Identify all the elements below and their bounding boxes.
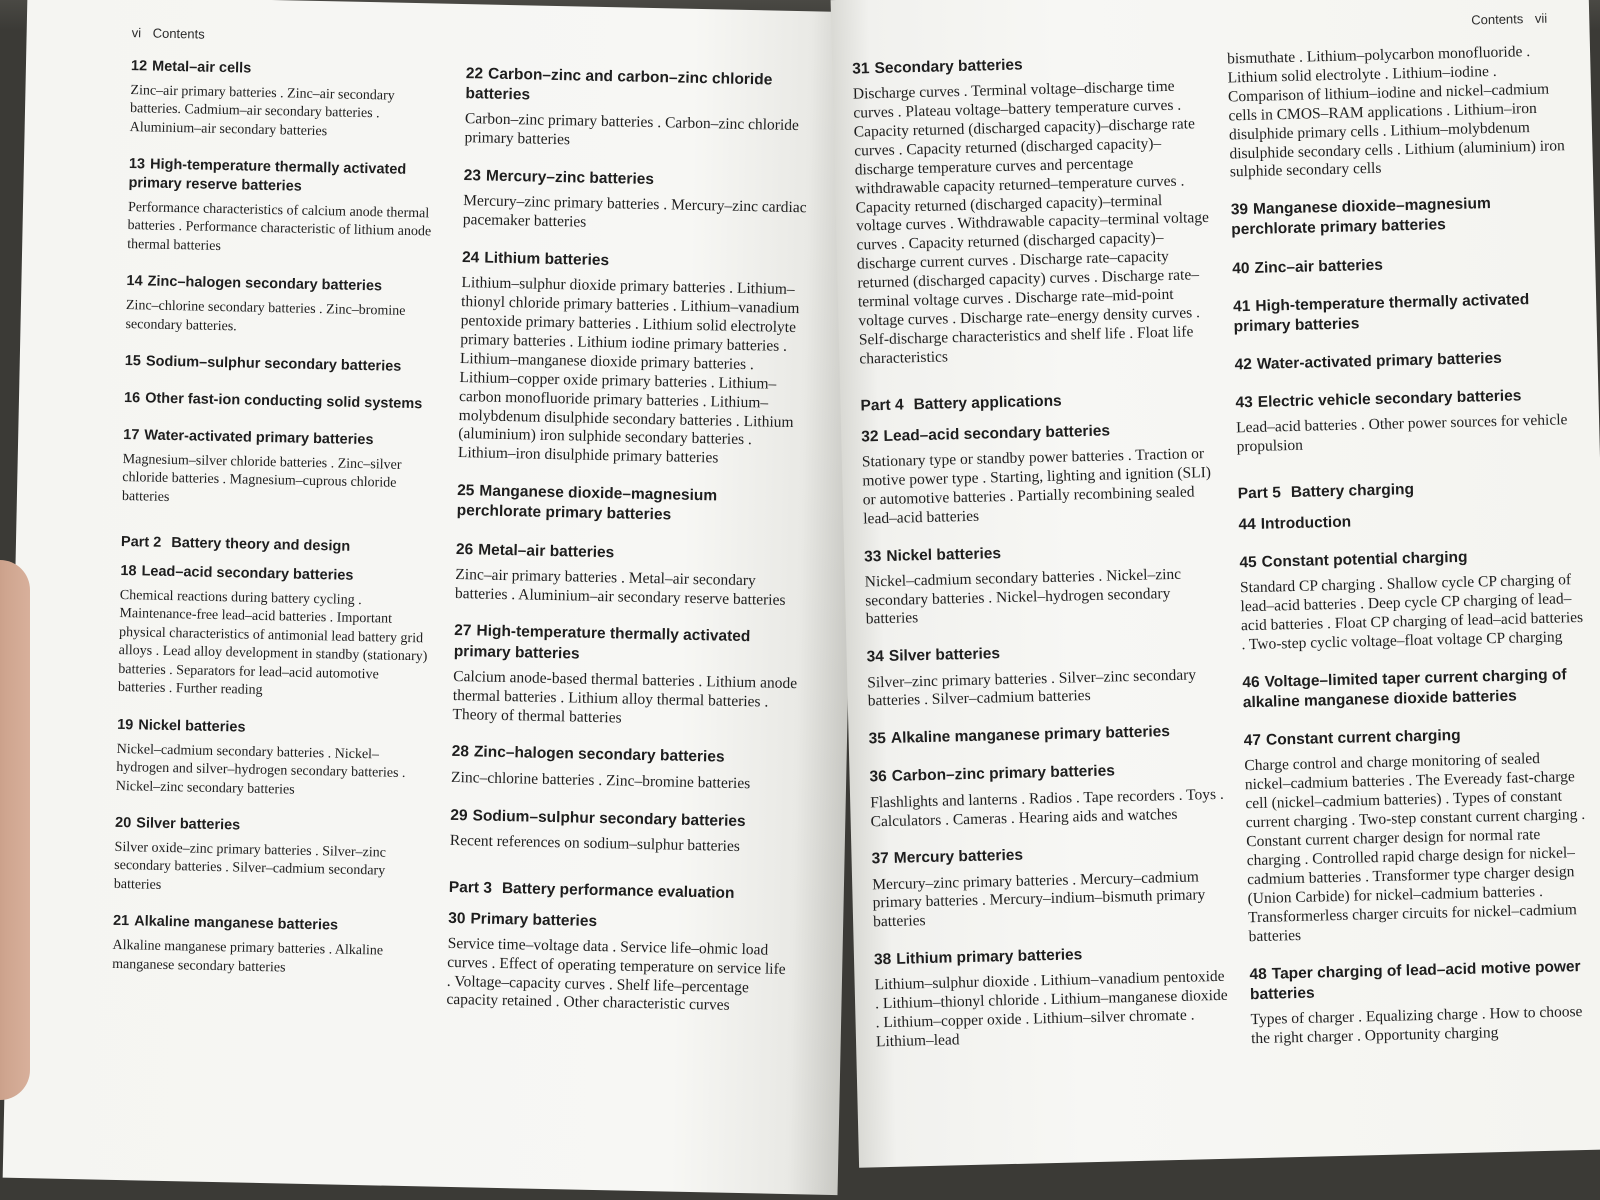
toc-entry [116,716,428,803]
chapter-heading [120,562,430,587]
toc-entry [455,540,801,611]
chapter-number: 33 [863,547,882,565]
chapter-number: 25 [456,482,475,500]
toc-entry [1234,347,1579,376]
chapter-heading [1232,251,1577,280]
chapter-heading [852,51,1207,80]
chapter-heading [464,166,809,193]
chapter-number: 30 [448,909,466,927]
toc-entry [463,166,809,237]
chapter-topics: Nickel–cadmium secondary batteries . Nickel–zinc secondary batteries . Nickel–hydrogen secondary batteries [864,565,1182,628]
chapter-heading [126,272,436,297]
chapter-heading [1231,192,1577,241]
chapter-title: Carbon–zinc and carbon–zinc chloride batteries [465,65,773,104]
chapter-title: Water-activated primary batteries [144,427,374,449]
chapter-heading [117,716,427,741]
toc-entry [125,272,436,340]
chapter-topics: Silver oxide–zinc primary batteries . Silver–zinc secondary batteries . Silver–cadmium secondary batteries [113,839,387,893]
chapter-heading [1242,665,1588,714]
toc-entry [125,352,435,377]
chapter-topics: Types of charger . Equalizing charge . How to choose the right charger . Opportunity charging [1250,1002,1583,1047]
toc-entry [457,481,803,528]
part-heading [860,389,1215,416]
chapter-number: 45 [1239,554,1257,572]
chapter-title: Secondary batteries [874,56,1023,78]
chapter-title: Lead–acid secondary batteries [141,563,354,584]
chapter-title: Metal–air cells [151,58,252,77]
toc-entry [864,538,1221,630]
chapter-title: Lead–acid secondary batteries [883,422,1111,445]
chapter-number: 18 [120,563,137,580]
left-page-header [132,25,205,42]
chapter-topics: bismuthate . Lithium–polycarbon monofluoride . Lithium solid electrolyte . Lithium–iodine . Comparison of lithium–iodine and nickel–cadmium cells in CMOS–RAM applications . Lithium–iron disulphide primary cells . Lithium–molybdenum disulphide secondary cells . Lithium (aluminium) iron sulphide secondary cells [1226,43,1565,181]
chapter-heading [115,814,425,839]
chapter-heading [454,621,800,668]
chapter-title: Electric vehicle secondary batteries [1257,387,1522,412]
chapter-number: 14 [126,273,143,290]
chapter-heading [128,155,439,199]
chapter-topics: Zinc–air primary batteries . Metal–air secondary batteries . Aluminium–air secondary reserve batteries [454,565,786,609]
thumb [0,560,30,1100]
chapter-title: Metal–air batteries [477,540,615,561]
toc-entry [1232,251,1577,280]
chapter-topics: Silver–zinc primary batteries . Silver–zinc secondary batteries . Silver–cadmium batteries [867,665,1197,710]
chapter-title: Silver batteries [888,645,1001,666]
chapter-number: 42 [1234,356,1253,374]
part-label: Part 5 [1237,484,1282,503]
chapter-number: 47 [1243,732,1262,750]
chapter-topics: Stationary type or standby power batteries . Traction or motive power type . Starting, lighting and ignition (SLI) or automotive batteries . Partially recombining sealed lead–acid batteries [861,445,1212,528]
chapter-heading [124,389,434,414]
right-page [831,0,1600,1168]
chapter-title: Nickel batteries [886,544,1002,565]
chapter-number: 48 [1249,965,1267,983]
chapter-title: Manganese dioxide–magnesium perchlorate primary batteries [1231,195,1491,239]
toc-entry [852,51,1214,369]
toc-entry [464,64,811,155]
page-number: vii [1534,10,1548,26]
chapter-title: Voltage–limited taper current charging of alkaline manganese dioxide batteries [1242,666,1567,712]
chapter-number: 34 [866,648,885,666]
chapter-title: Zinc–halogen secondary batteries [473,743,725,767]
chapter-topics: Mercury–zinc primary batteries . Mercury–cadmium primary batteries . Mercury–indium–bismuth primary batteries [871,867,1206,931]
chapter-title: Carbon–zinc primary batteries [891,762,1116,786]
chapter-number: 36 [869,768,888,786]
chapter-topics: Discharge curves . Terminal voltage–discharge time curves . Plateau voltage–battery temperature curves . Capacity returned (discharged capacity)–discharge rate curves . Capacity returned (discharged capacity)–discharge temperature curves and percentage withdrawable capacity returned–temperature curves . Capacity returned (discharged capacity)–terminal voltage curves . Withdrawable capacity–terminal voltage curves . Capacity returned (discharged capacity)–discharge current curves . Discharge rate–capacity returned (discharged capacity) curves . Discharge rate–terminal voltage curves . Discharge rate–mid-point voltage curves . Discharge rate–energy density curves . Self-discharge characteristics and shelf life . Float life characteristics [852,77,1210,368]
toc-column [1227,42,1597,1067]
chapter-title: Silver batteries [136,815,241,834]
chapter-heading [462,248,807,275]
chapter-number: 39 [1230,201,1249,219]
toc-entry [450,805,796,857]
toc-entry [1231,192,1577,241]
chapter-heading [861,419,1216,448]
chapter-topics: Charge control and charge monitoring of sealed nickel–cadmium batteries . The Eveready fast-charge cell (nickel–cadmium batteries) . Types of constant current charging . Two-step constant current charging . Constant current charger design for normal rate charging . Controlled rapid charge design for nickel–cadmium batteries . Transformer type charger design (Union Carbide) for nickel–cadmium batteries . Transformerless charger circuits for nickel–cadmium batteries [1244,750,1586,945]
chapter-heading [448,908,793,935]
chapter-heading [465,64,811,111]
chapter-number: 31 [852,60,870,78]
chapter-number: 13 [128,156,146,173]
running-title: Contents [152,25,205,42]
chapter-title: Zinc–air batteries [1254,256,1384,277]
chapter-title: Taper charging of lead–acid motive power batteries [1249,957,1581,1003]
toc-column [852,51,1232,1070]
part-name: Battery performance evaluation [501,879,735,902]
chapter-heading [869,759,1224,788]
left-page [3,0,863,1195]
chapter-title: High-temperature thermally activated primary batteries [453,622,751,663]
chapter-topics: Nickel–cadmium secondary batteries . Nickel–hydrogen and silver–hydrogen secondary batteries . Nickel–zinc secondary batteries [115,741,406,798]
part-label: Part 4 [860,396,904,415]
toc-entry [446,908,793,1017]
chapter-heading [451,742,796,769]
chapter-number: 43 [1235,394,1254,412]
chapter-number: 37 [871,850,890,868]
toc-column [112,57,442,998]
chapter-title: Constant potential charging [1261,549,1468,572]
chapter-number: 23 [463,167,482,185]
toc-entry [1244,723,1594,947]
toc-entry [1233,289,1579,338]
chapter-title: Zinc–halogen secondary batteries [147,273,383,295]
toc-entry [1242,665,1588,714]
toc-entry [451,742,797,794]
part-name: Battery theory and design [171,535,351,555]
toc-entry [866,639,1222,712]
chapter-title: Sodium–sulphur secondary batteries [145,353,402,375]
page-number: vi [131,25,142,41]
chapter-topics: Standard CP charging . Shallow cycle CP charging of lead–acid batteries . Deep cycle CP charging of lead–acid batteries . Float CP charging of lead–acid batteries . Two-step cyclic voltage–float voltage CP charging [1239,571,1584,654]
chapter-topics: Lithium–sulphur dioxide primary batteries . Lithium–thionyl chloride primary batteries . Lithium–vanadium pentoxide primary batteries . Lithium solid electrolyte primary batteries . Lithium iodine primary batteries . Lithium–manganese dioxide primary batteries . Lithium–copper oxide primary batteries . Lithium–carbon monofluoride primary batteries . Lithium–molybdenum disulphide secondary batteries . Lithium (aluminium) iron sulphide secondary batteries . Lithium–iron disulphide primary batteries [457,274,800,467]
toc-entry [452,621,799,731]
toc-entry [122,426,434,513]
chapter-number: 16 [123,389,141,407]
chapter-heading [1244,723,1589,752]
chapter-number: 15 [124,353,142,370]
chapter-title: Lithium primary batteries [896,946,1083,969]
chapter-topics: Alkaline manganese primary batteries . Alkaline manganese secondary batteries [112,937,384,976]
chapter-title: Mercury–zinc batteries [485,167,655,189]
chapter-title: High-temperature thermally activated primary reserve batteries [128,156,407,195]
chapter-title: Alkaline manganese batteries [134,913,339,934]
toc-entry [868,721,1223,750]
chapter-heading [864,538,1219,567]
chapter-heading [868,721,1223,750]
chapter-title: Constant current charging [1265,727,1461,750]
chapter-title: Mercury batteries [893,847,1024,868]
part-name: Battery applications [913,392,1062,413]
chapter-topics: Carbon–zinc primary batteries . Carbon–zinc chloride primary batteries [464,110,800,149]
chapter-topics: Lead–acid batteries . Other power sources for vehicle propulsion [1235,411,1568,456]
chapter-number: 38 [873,951,892,969]
chapter-number: 17 [123,426,140,444]
chapter-heading [113,912,423,937]
toc-entry [1239,545,1586,655]
chapter-number: 19 [117,716,134,733]
toc-column [446,64,811,1035]
chapter-heading [1249,956,1595,1005]
chapter-heading [1235,385,1580,414]
chapter-heading [1233,289,1579,338]
chapter-heading [1238,507,1583,536]
chapter-topics: Chemical reactions during battery cycling . Maintenance-free lead–acid batteries . Important physical characteristics of antimonial lead battery grid alloys . Lead alloy development in standby (stationary) batteries . Separators for lead–acid automotive batteries . Further reading [117,587,428,699]
part-heading [449,878,794,903]
chapter-number: 35 [868,730,887,748]
chapter-topics: Zinc–chlorine secondary batteries . Zinc–bromine secondary batteries. [125,298,406,334]
chapter-topics: Performance characteristics of calcium anode thermal batteries . Performance characteristic of lithium anode thermal batteries [127,199,432,254]
chapter-heading [874,942,1229,971]
chapter-heading [125,352,435,377]
chapter-number: 22 [465,65,484,83]
chapter-title: Alkaline manganese primary batteries [890,723,1171,748]
part-heading [1238,477,1583,503]
toc-entry [114,814,426,901]
chapter-heading [456,540,801,567]
chapter-heading [457,481,803,528]
chapter-title: Manganese dioxide–magnesium perchlorate primary batteries [456,482,718,524]
part-heading [121,534,431,556]
part-label: Part 2 [120,534,162,551]
chapter-number: 12 [130,58,148,75]
toc-entry-continuation [1227,42,1575,183]
chapter-heading [123,426,433,451]
chapter-heading [871,841,1226,870]
chapter-number: 21 [112,913,130,930]
chapter-topics: Mercury–zinc primary batteries . Mercury–zinc cardiac pacemaker batteries [462,192,807,231]
chapter-heading [450,805,795,832]
chapter-title: Lithium batteries [484,249,610,270]
chapter-number: 46 [1242,673,1260,692]
toc-entry [112,912,423,980]
chapter-topics: Flashlights and lanterns . Radios . Tape recorders . Toys . Calculators . Cameras . Hearing aids and watches [869,785,1225,830]
chapter-topics: Calcium anode-based thermal batteries . Lithium anode thermal batteries . Lithium alloy thermal batteries . Theory of thermal batteries [452,667,798,727]
toc-entry [118,562,431,704]
running-title: Contents [1471,11,1524,28]
chapter-topics: Zinc–air primary batteries . Zinc–air secondary batteries. Cadmium–air secondary batteries . Aluminium–air secondary batteries [129,82,395,139]
toc-entry [1238,507,1583,536]
toc-entry [861,419,1218,529]
chapter-number: 28 [451,743,470,761]
chapter-heading [866,639,1221,668]
chapter-topics: Lithium–sulphur dioxide . Lithium–vanadium pentoxide . Lithium–thionyl chloride . Lithium–manganese dioxide . Lithium–copper oxide . Lithium–silver chromate . Lithium–lead [874,968,1228,1051]
toc-entry [458,248,807,470]
chapter-title: Nickel batteries [138,717,246,736]
right-page-header [1471,11,1547,28]
chapter-number: 29 [450,806,468,824]
chapter-heading [1239,545,1584,574]
part-label: Part 3 [448,878,493,897]
chapter-heading [1234,347,1579,376]
chapter-title: Sodium–sulphur secondary batteries [472,806,746,830]
toc-entry [124,389,434,414]
chapter-heading [131,57,441,82]
chapter-title: Primary batteries [470,909,598,930]
chapter-number: 27 [454,622,472,640]
toc-entry [1235,385,1581,457]
chapter-number: 32 [861,427,879,446]
chapter-topics: Magnesium–silver chloride batteries . Zinc–silver chloride batteries . Magnesium–cuprous chloride batteries [121,451,402,505]
chapter-title: Other fast-ion conducting solid systems [144,390,423,413]
chapter-number: 20 [114,814,132,832]
toc-entry [871,841,1228,933]
toc-entry [1249,956,1596,1048]
toc-entry [869,759,1225,832]
toc-entry [129,57,441,144]
chapter-topics: Recent references on sodium–sulphur batteries [449,831,741,855]
chapter-topics: Zinc–chlorine batteries . Zinc–bromine batteries [450,768,751,792]
toc-entry [874,942,1231,1052]
chapter-number: 40 [1232,259,1250,278]
chapter-number: 41 [1232,297,1251,316]
chapter-title: Introduction [1260,513,1352,533]
toc-entry [127,155,439,261]
chapter-topics: Service time–voltage data . Service life–ohmic load curves . Effect of operating temperature on service life . Voltage–capacity curves . Shelf life–percentage capacity retained . Other characteristic curves [446,934,786,1015]
chapter-number: 24 [461,249,480,267]
chapter-number: 44 [1238,516,1256,534]
chapter-number: 26 [455,540,474,558]
chapter-title: Water-activated primary batteries [1256,349,1502,373]
part-name: Battery charging [1290,481,1415,502]
chapter-title: High-temperature thermally activated primary batteries [1233,290,1530,336]
